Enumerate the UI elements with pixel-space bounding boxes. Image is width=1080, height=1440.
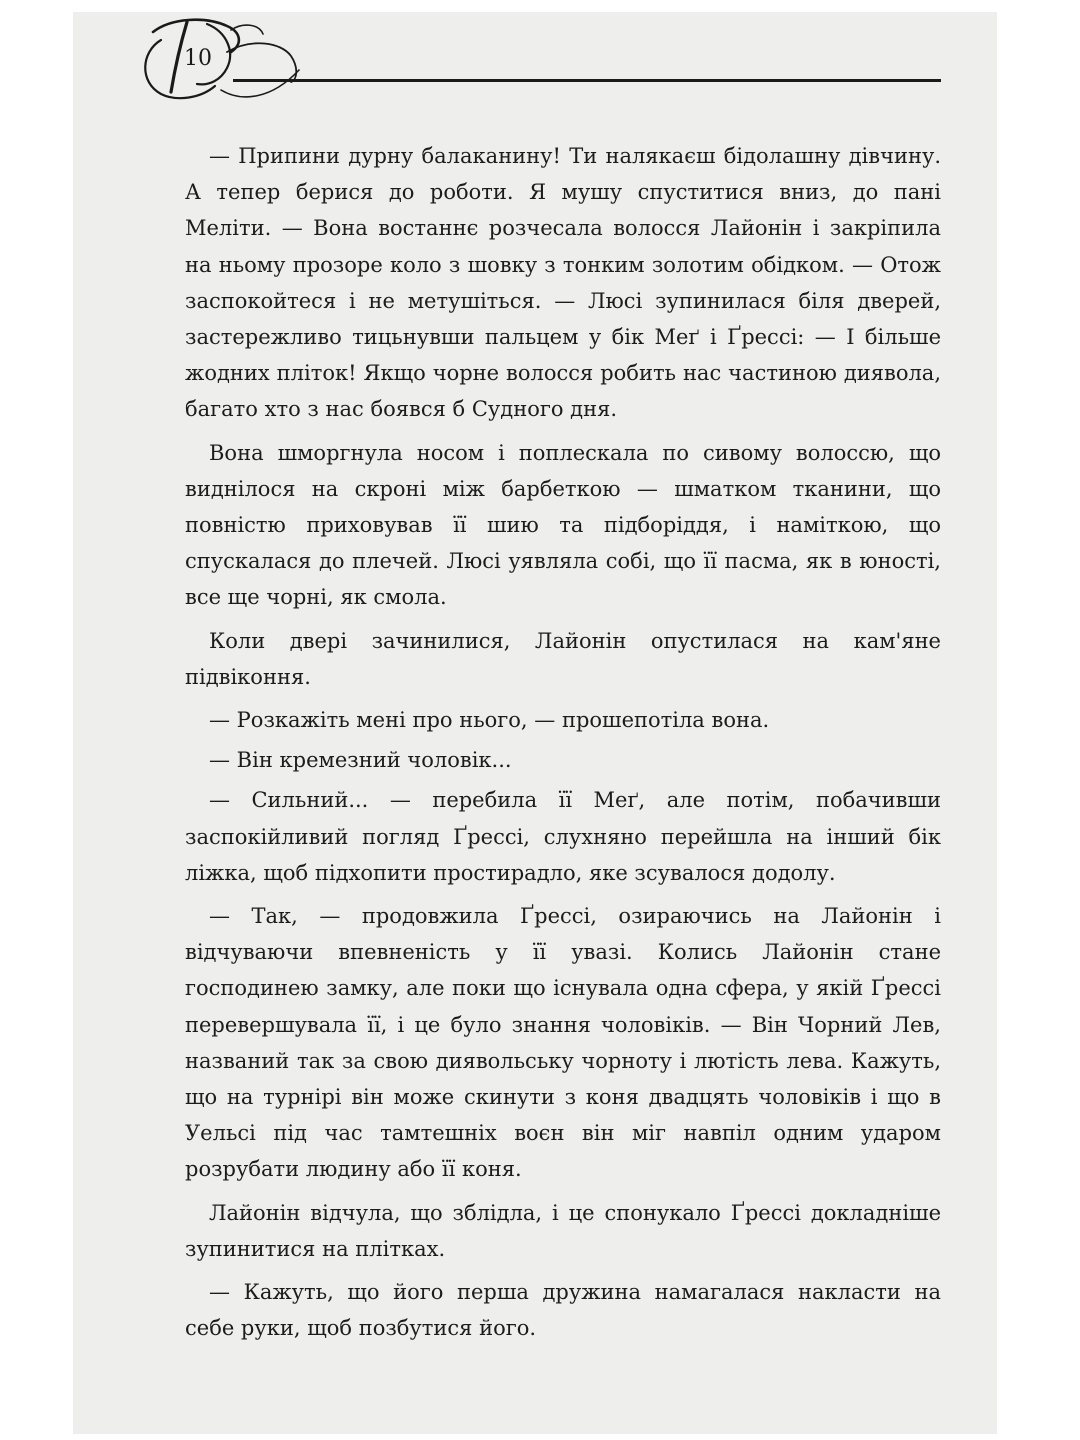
book-page xyxy=(73,12,997,1434)
header-rule xyxy=(233,79,941,82)
paragraph: Лайонін відчула, що зблідла, і це спонукало Ґрессі докладніше зупинитися на плітках. xyxy=(185,1200,941,1261)
flourish-ornament-icon xyxy=(131,12,311,108)
paragraph: Вона шморгнула носом і поплескала по сивому волоссю, що виднілося на скроні між барбеткою — шматком тканини, що повністю приховував її шию та підборіддя, і наміткою, що спускалася до плечей. Люсі уявляла собі, що її пасма, як в юності, все ще чорні, як смола. xyxy=(185,440,941,610)
page-header xyxy=(73,12,997,112)
paragraph: — Розкажіть мені про нього, — прошепотіла вона. xyxy=(209,708,770,733)
paragraph: — Кажуть, що його перша дружина намагалася накласти на себе руки, щоб позбутися його. xyxy=(185,1280,941,1341)
page-number: 10 xyxy=(184,46,212,71)
paragraph: — Сильний... — перебила її Меґ, але потім, побачивши заспокійливий погляд Ґрессі, слухняно перейшла на інший бік ліжка, щоб підхопити простирадло, яке зсувалося додолу. xyxy=(185,788,941,885)
body-text xyxy=(185,138,941,1354)
paragraph: — Так, — продовжила Ґрессі, озираючись на Лайонін і відчуваючи впевненість у її увазі. Колись Лайонін стане господинею замку, але поки що існувала одна сфера, у якій Ґрессі перевершувала її, і це було знання чоловіків. — Він Чорний Лев, названий так за свою диявольську чорноту і лютість лева. Кажуть, що на турнірі він може скинути з коня двадцять чоловіків і що в Уельсі під час тамтешніх воєн він міг навпіл одним ударом розрубати людину або її коня. xyxy=(185,904,941,1182)
paragraph: Коли двері зачинилися, Лайонін опустилася на кам'яне підвіконня. xyxy=(185,628,941,689)
paragraph: — Припини дурну балаканину! Ти налякаєш бідолашну дівчину. А тепер берися до роботи. Я мушу спуститися вниз, до пані Меліти. — Вона востаннє розчесала волосся Лайонін і закріпила на ньому прозоре коло з шовку з тонким золотим обідком. — Отож заспокойтеся і не метушіться. — Люсі зупинилася біля дверей, застережливо тицьнувши пальцем у бік Меґ і Ґрессі: — І більше жодних пліток! Якщо чорне волосся робить нас частиною диявола, багато хто з нас боявся б Судного дня. xyxy=(185,144,941,422)
paragraph: — Він кремезний чоловік... xyxy=(209,748,512,773)
